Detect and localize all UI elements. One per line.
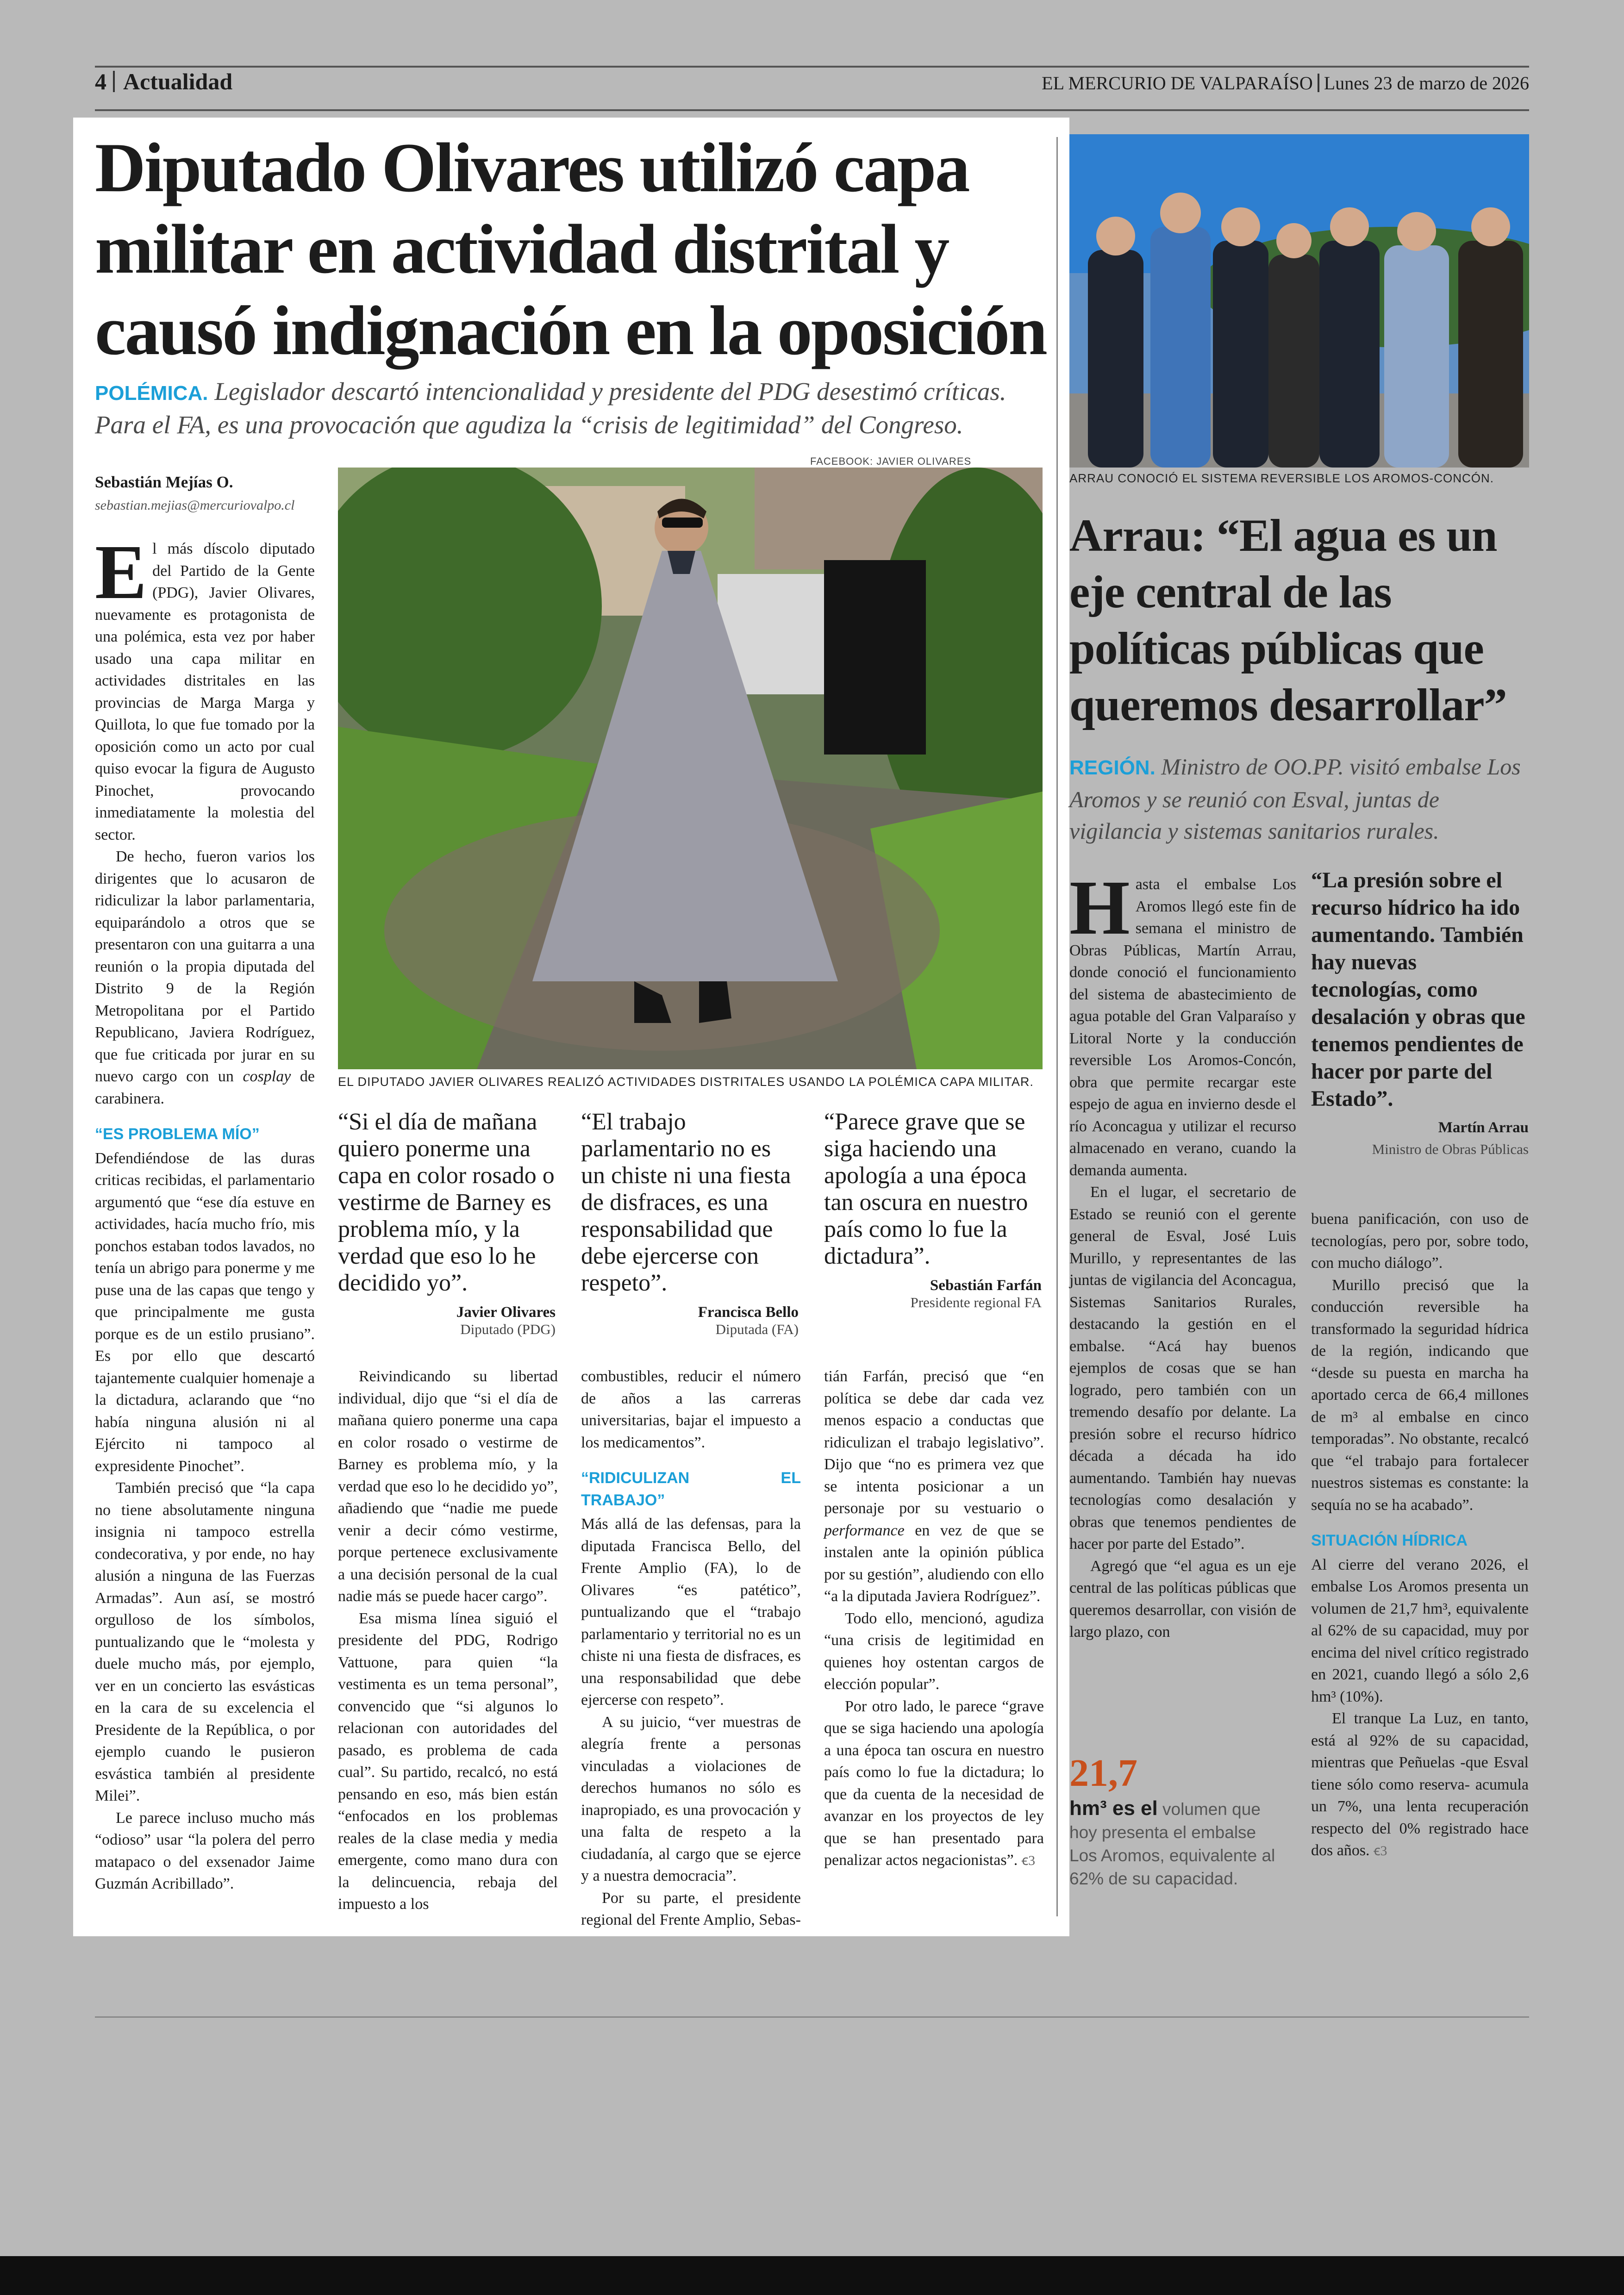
paragraph <box>824 1696 1044 1872</box>
arrau-photo <box>1069 134 1529 468</box>
paragraph-text: en vez de que se instalen ante la opinión pública por su gestión”, aludiendo con ello “a la diputada Javiera Rodríguez”. <box>824 1522 1044 1605</box>
main-column-4 <box>824 1366 1044 1872</box>
bottom-bar <box>0 2256 1624 2295</box>
arrau-photo-caption: ARRAU CONOCIÓ EL SISTEMA REVERSIBLE LOS AROMOS-CONCÓN. <box>1069 471 1494 485</box>
subhead: SITUACIÓN HÍDRICA <box>1311 1532 1468 1549</box>
side-quote-author: Martín Arrau <box>1438 1119 1529 1136</box>
paragraph: combustibles, reducir el número de años a las carreras universitarias, bajar el impuesto a los medicamentos”. <box>581 1368 801 1451</box>
paragraph-text: l más díscolo diputado del Partido de la Gente (PDG), Javier Olivares, nuevamente es protagonista de una polémica, esta vez por haber usado una capa militar en actividades distritales en las provincias de Marga Marga y Quillota, lo que fue tomado por la oposición como un acto por cual quiso evocar la figura de Augusto Pinochet, provocando inmediatamente la molestia del sector. <box>95 540 315 843</box>
author-name: Sebastián Mejías O. <box>95 473 233 491</box>
paragraph: Más allá de las defensas, para la diputada Francisca Bello, del Frente Amplio (FA), lo de Olivares “es patético”, puntualizando que el “trabajo parlamentario y territorial no es un chiste ni una fiesta de disfraces, es una responsabilidad que debe ejercerse con respeto”. <box>581 1515 801 1709</box>
quote-author: Francisca Bello <box>698 1304 799 1321</box>
side-column-1 <box>1069 865 1296 1643</box>
bottom-rule <box>95 2016 1529 2018</box>
paragraph: Al cierre del verano 2026, el embalse Los Aromos presenta un volumen de 21,7 hm³, equivalente al 62% de su capacidad, muy por encima del nivel crítico registrado en 2021, cuando llegó a sólo 2,6 hm³ (10%). <box>1311 1556 1529 1705</box>
main-column-1 <box>95 529 315 1895</box>
paragraph <box>1069 865 1296 1181</box>
quote-text: “Parece grave que se siga haciendo una apología a una época tan oscura en nuestro país como lo fue la dictadura”. <box>824 1109 1028 1269</box>
main-photo-caption: EL DIPUTADO JAVIER OLIVARES REALIZÓ ACTIVIDADES DISTRITALES USANDO LA POLÉMICA CAPA MILITAR. <box>338 1075 1034 1089</box>
subhead: “ES PROBLEMA MÍO” <box>95 1125 260 1143</box>
pull-quote <box>338 1109 556 1338</box>
paragraph <box>95 846 315 1110</box>
paragraph: Defendiéndose de las duras criticas recibidas, el parlamentario argumentó que “ese día estuve en actividades, hacía mucho frío, mis ponchos estaban todos lavados, no tenía un abrigo para ponerme y me puse una de las capas que tengo y que principalmente me gusta porque es de un estilo prusiano”. Es por ello que descartó tajantemente cualquier homenaje a la dictadura, aclarando que “no había ninguna alusión ni al Ejército ni tampoco al expresidente Pinochet”. <box>95 1149 315 1475</box>
paragraph <box>95 529 315 846</box>
paragraph: En el lugar, el secretario de Estado se reunió con el gerente general de Esval, José Luis Murillo, y representantes de las juntas de vigilancia del Aconcagua, Sistemas Sanitarios Rurales, destacando la gestión en el embalse. “Acá hay buenos ejemplos de cosas que se han logrado, pero también con un tremendo desafío por delante. La presión sobre el recurso hídrico década a década ha ido aumentando. También hay nuevas tecnologías como desalación y obras que tenemos pendientes de hacer por parte del Estado”. <box>1069 1184 1296 1553</box>
quote-text: “Si el día de mañana quiero ponerme una capa en color rosado o vestirme de Barney es problema mío, y la verdad que eso lo he decidido yo”. <box>338 1109 555 1296</box>
side-quote-role: Ministro de Obras Públicas <box>1372 1141 1529 1157</box>
author-email[interactable]: sebastian.mejias@mercuriovalpo.cl <box>95 498 295 513</box>
emphasis: performance <box>824 1522 905 1539</box>
newspaper-name: EL MERCURIO DE VALPARAÍSO <box>1042 73 1313 94</box>
paragraph-text: tián Farfán, precisó que “en política se debe dar cada vez menos espacio a conductas que ridiculizan el trabajo legislativo”. Dijo que “no es primera vez que se intenta posicionar a un personaje por su vestuario o <box>824 1368 1044 1517</box>
side-subheadline-text: Ministro de OO.PP. visitó embalse Los Aromos y se reunió con Esval, juntas de vigilancia y sistemas sanitarios rurales. <box>1069 754 1521 844</box>
column-divider <box>1056 137 1058 1916</box>
paragraph-text: de carabinera. <box>95 1068 315 1107</box>
section-name: Actualidad <box>123 69 233 94</box>
paragraph-text: El tranque La Luz, en tanto, está al 92% de su capacidad, mientras que Peñuelas -que Esval tiene sólo como reserva- acumula un 7%, una lenta recuperación respecto del 0% registrado hace dos años. <box>1311 1710 1529 1859</box>
paragraph: Por su parte, el presidente regional del Frente Amplio, Sebas- <box>581 1889 801 1928</box>
paragraph: Todo ello, mencionó, agudiza “una crisis de legitimidad en quienes hoy ostentan cargos de elección popular”. <box>824 1609 1044 1693</box>
man-in-cape-photo <box>338 468 1043 1069</box>
divider <box>1318 74 1319 92</box>
header-rule-bottom <box>95 109 1529 111</box>
quote-author: Sebastián Farfán <box>930 1277 1042 1294</box>
quote-role: Presidente regional FA <box>910 1294 1042 1310</box>
big-number-desc: volumen que hoy presenta el embalse Los Aromos, equivalente al 62% de su capacidad. <box>1069 1800 1275 1888</box>
paragraph-text: De hecho, fueron varios los dirigentes que lo acusaron de ridiculizar la labor parlamentaria, equiparándolo a otros que se presentaron con una guitarra a una reunión o la propia diputada del Distrito 9 de la Región Metropolitana por el Partido Republicano, Javiera Rodríguez, que fue criticada por jurar en su nuevo cargo con un <box>95 848 315 1085</box>
end-mark-icon: ꞓ3 <box>1374 1843 1387 1858</box>
paragraph: Esa misma línea siguió el presidente del PDG, Rodrigo Vattuone, para quien “la vestimenta es un tema personal”, convencido que “si algunos lo relacionan con autoridades del pasado, es problema de cada cual”. Su partido, recalcó, no está pensando en eso, más bien están “enfocados en los problemas reales de la clase media y media emergente, como mano dura con la delincuencia, rebaja del impuesto a los <box>338 1609 558 1913</box>
dropcap: E <box>95 529 147 615</box>
issue-date: Lunes 23 de marzo de 2026 <box>1324 73 1529 94</box>
pull-quote <box>581 1109 799 1338</box>
main-subheadline <box>95 376 1058 441</box>
main-column-2 <box>338 1366 558 1915</box>
side-headline: Arrau: “El agua es un eje central de las políticas públicas que queremos desarrollar” <box>1069 510 1507 730</box>
quote-role: Diputado (PDG) <box>460 1321 556 1337</box>
paragraph: A su juicio, “ver muestras de alegría frente a personas vinculadas a violaciones de derechos humanos no sólo es inapropiado, es una provocación y una falta de respeto a la ciudadanía, al cargo que se ejerce y a nuestra democracia”. <box>581 1713 801 1884</box>
group-of-men-photo <box>1069 134 1529 468</box>
main-column-3 <box>581 1366 801 1931</box>
paragraph <box>1311 1708 1529 1862</box>
side-pull-quote: “La presión sobre el recurso hídrico ha ido aumentando. También hay nuevas tecnologías, como desalación y obras que tenemos pendientes de hacer por parte del Estado”. <box>1311 868 1525 1111</box>
paragraph: Agregó que “el agua es un eje central de las políticas públicas que queremos desarrollar, con visión de largo plazo, con <box>1069 1557 1296 1640</box>
paragraph: También precisó que “la capa no tiene absolutamente ninguna insignia ni tampoco estrella condecorativa, y por ende, no hay alusión a ninguna de las Fuerzas Armadas”. Aun así, se mostró orgulloso de los símbolos, puntualizando que le “molesta y duele mucho más, por ejemplo, ver en un concierto las esvásticas en la cara de su excelencia el Presidente de la República, o por ejemplo cuando le pusieron esvástica también al presidente Milei”. <box>95 1479 315 1804</box>
subhead: “RIDICULIZAN EL TRABAJO” <box>581 1469 801 1509</box>
quote-text: “El trabajo parlamentario no es un chiste ni una fiesta de disfraces, es una responsabilidad que debe ejercerse con respeto”. <box>581 1109 791 1296</box>
big-number-text <box>1069 1797 1287 1890</box>
emphasis: cosplay <box>243 1068 291 1085</box>
side-column-2 <box>1311 1208 1529 1862</box>
paragraph: buena panificación, con uso de tecnologías, pero por, sobre todo, con mucho diálogo”. <box>1311 1210 1529 1272</box>
main-subheadline-text: Legislador descartó intencionalidad y presidente del PDG desestimó críticas. Para el FA, es una provocación que agudiza la “crisis de legitimidad” del Congreso. <box>95 377 1006 439</box>
section-label <box>95 68 232 95</box>
photo-credit: FACEBOOK: JAVIER OLIVARES <box>810 455 972 467</box>
end-mark-icon: ꞓ3 <box>1021 1853 1036 1868</box>
main-photo <box>338 468 1043 1069</box>
header-rule-top <box>95 66 1529 68</box>
page-number: 4 <box>95 69 106 94</box>
paragraph <box>824 1366 1044 1608</box>
paragraph: Murillo precisó que la conducción reversible ha transformado la seguridad hídrica de la región, indicando que “desde su puesta en marcha ha aportado cerca de 66,4 millones de m³ al embalse en cinco temporadas”. No obstante, recalcó que “el trabajo para fortalecer nuestros sistemas es constante: la sequía no se ha acabado”. <box>1311 1276 1529 1514</box>
dropcap: H <box>1069 865 1130 951</box>
side-subheadline <box>1069 751 1532 847</box>
big-number-unit: hm³ es el <box>1069 1797 1158 1820</box>
masthead <box>1042 70 1529 96</box>
quote-author: Javier Olivares <box>456 1304 556 1321</box>
pull-quote <box>824 1109 1042 1311</box>
paragraph-text: asta el embalse Los Aromos llegó este fin de semana el ministro de Obras Públicas, Martín Arrau, donde conoció el funcionamiento del sistema de abastecimiento de agua potable del Gran Valparaíso y Litoral Norte y la conducción reversible Los Aromos-Concón, obra que permite recargar este espejo de agua en invierno desde el río Aconcagua y utilizar el recurso almacenado en verano, cuando la demanda aumenta. <box>1069 876 1296 1179</box>
paragraph: Reivindicando su libertad individual, dijo que “si el día de mañana quiero ponerme una capa en color rosado o vestirme de Barney es problema mío, y la verdad que eso lo he decidido yo”, añadiendo que “nadie me puede venir a decir cómo vestirme, porque pertenece exclusivamente a una decisión personal de la cual nadie más se puede hacer cargo”. <box>338 1368 558 1605</box>
quote-role: Diputada (FA) <box>715 1321 799 1337</box>
paragraph: Le parece incluso mucho más “odioso” usar “la polera del perro matapaco o del exsenador Jaime Guzmán Acribillado”. <box>95 1809 315 1892</box>
main-kicker: POLÉMICA. <box>95 382 208 405</box>
main-headline: Diputado Olivares utilizó capa militar en actividad distrital y causó indignación en la oposición <box>95 129 1046 369</box>
divider <box>113 71 115 92</box>
big-number: 21,7 <box>1069 1752 1137 1795</box>
side-kicker: REGIÓN. <box>1069 756 1156 779</box>
paragraph-text: Por otro lado, le parece “grave que se siga haciendo una apología a una época tan oscura en nuestro país como lo fue la dictadura; lo que da cuenta de la necesidad de avanzar en los proyectos de ley que se han presentado para penalizar actos negacionistas”. <box>824 1697 1044 1869</box>
